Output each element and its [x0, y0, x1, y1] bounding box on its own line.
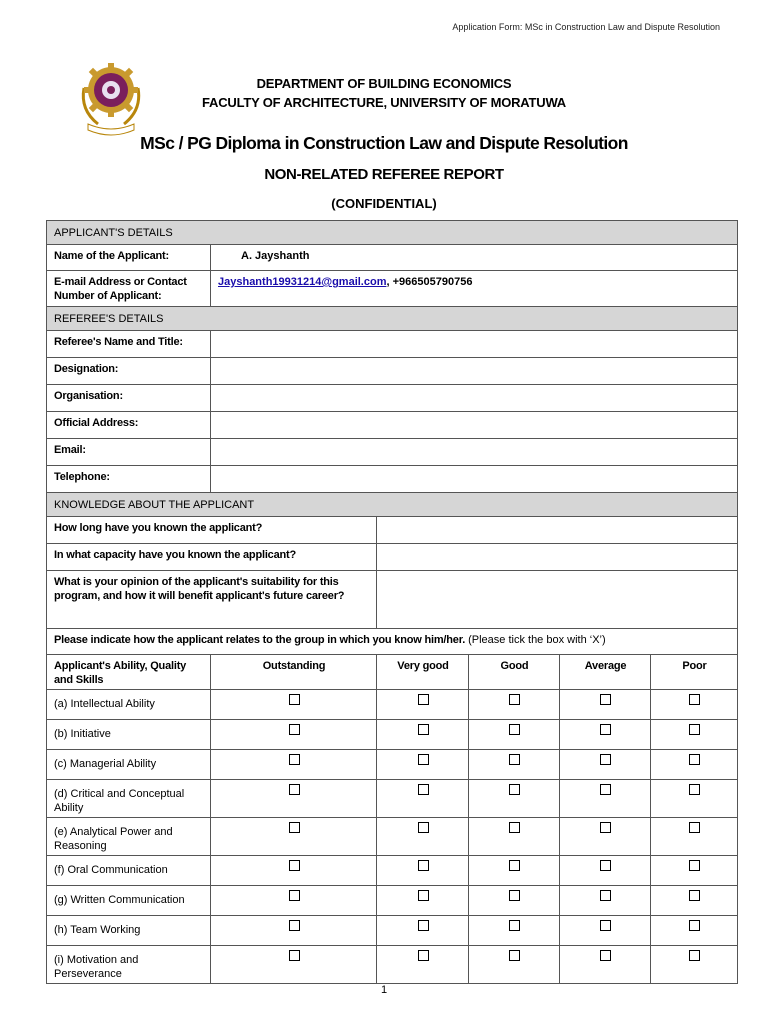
referee-section-header [47, 307, 738, 331]
rating-checkbox[interactable] [289, 784, 300, 795]
rating-cell [377, 946, 469, 984]
section-title: KNOWLEDGE ABOUT THE APPLICANT [47, 493, 738, 517]
rating-checkbox[interactable] [600, 754, 611, 765]
rating-cell [651, 818, 738, 856]
rating-checkbox[interactable] [289, 890, 300, 901]
skill-name: (c) Managerial Ability [47, 750, 211, 780]
page-number: 1 [380, 984, 388, 996]
rating-checkbox[interactable] [289, 860, 300, 871]
rating-cell [560, 720, 651, 750]
col-very-good: Very good [377, 655, 469, 690]
rating-checkbox[interactable] [600, 822, 611, 833]
rating-checkbox[interactable] [509, 724, 520, 735]
rating-checkbox[interactable] [689, 860, 700, 871]
known-duration-row [47, 517, 738, 544]
rating-checkbox[interactable] [600, 890, 611, 901]
email-field[interactable] [211, 439, 738, 466]
rating-cell [560, 780, 651, 818]
rating-checkbox[interactable] [600, 724, 611, 735]
rating-header-label: Applicant's Ability, Quality and Skills [47, 655, 211, 690]
email-row [47, 439, 738, 466]
applicant-name-label: Name of the Applicant: [47, 245, 211, 271]
rating-checkbox[interactable] [689, 694, 700, 705]
rating-checkbox[interactable] [418, 754, 429, 765]
rating-checkbox[interactable] [509, 694, 520, 705]
rating-cell [560, 886, 651, 916]
rating-cell [377, 916, 469, 946]
organisation-field[interactable] [211, 385, 738, 412]
suitability-row [47, 571, 738, 629]
rating-cell [560, 750, 651, 780]
rating-checkbox[interactable] [689, 724, 700, 735]
referee-name-field[interactable] [211, 331, 738, 358]
rating-cell [469, 856, 560, 886]
rating-cell [377, 780, 469, 818]
rating-cell [560, 916, 651, 946]
instruction-cell [47, 629, 738, 655]
rating-checkbox[interactable] [418, 822, 429, 833]
suitability-question: What is your opinion of the applicant's suitability for this program, and how it will benefit applicant's future career? [47, 571, 377, 629]
rating-cell [377, 690, 469, 720]
instruction-row [47, 629, 738, 655]
rating-checkbox[interactable] [689, 784, 700, 795]
rating-cell [211, 780, 377, 818]
referee-name-row [47, 331, 738, 358]
rating-checkbox[interactable] [600, 920, 611, 931]
rating-checkbox[interactable] [289, 724, 300, 735]
rating-checkbox[interactable] [509, 822, 520, 833]
rating-checkbox[interactable] [418, 694, 429, 705]
rating-cell [651, 856, 738, 886]
known-capacity-answer[interactable] [377, 544, 738, 571]
rating-cell [211, 750, 377, 780]
skill-name: (g) Written Communication [47, 886, 211, 916]
section-title: REFEREE'S DETAILS [47, 307, 738, 331]
col-average: Average [560, 655, 651, 690]
organisation-row [47, 385, 738, 412]
skill-name: (b) Initiative [47, 720, 211, 750]
known-duration-question: How long have you known the applicant? [47, 517, 377, 544]
rating-cell [651, 690, 738, 720]
skill-name: (e) Analytical Power and Reasoning [47, 818, 211, 856]
applicant-email-link[interactable]: Jayshanth19931214@gmail.com [218, 276, 387, 288]
rating-cell [211, 916, 377, 946]
instruction-text: Please indicate how the applicant relates to the group in which you know him/her. [54, 634, 466, 646]
known-capacity-question: In what capacity have you known the applicant? [47, 544, 377, 571]
rating-cell [377, 856, 469, 886]
skill-name: (f) Oral Communication [47, 856, 211, 886]
skill-name: (h) Team Working [47, 916, 211, 946]
rating-cell [377, 886, 469, 916]
faculty-heading: FACULTY OF ARCHITECTURE, UNIVERSITY OF MORATUWA [202, 95, 566, 110]
skill-name: (d) Critical and Conceptual Ability [47, 780, 211, 818]
rating-checkbox[interactable] [600, 860, 611, 871]
rating-checkbox[interactable] [418, 784, 429, 795]
rating-checkbox[interactable] [289, 920, 300, 931]
organisation-label: Organisation: [47, 385, 211, 412]
telephone-label: Telephone: [47, 466, 211, 493]
rating-cell [651, 886, 738, 916]
rating-cell [211, 818, 377, 856]
rating-cell [560, 818, 651, 856]
skill-row [47, 720, 738, 750]
skill-row [47, 780, 738, 818]
rating-checkbox[interactable] [689, 950, 700, 961]
skill-row [47, 818, 738, 856]
rating-checkbox[interactable] [509, 860, 520, 871]
report-title: NON-RELATED REFEREE REPORT [264, 166, 504, 183]
rating-cell [469, 916, 560, 946]
col-poor: Poor [651, 655, 738, 690]
rating-cell [469, 780, 560, 818]
rating-checkbox[interactable] [289, 754, 300, 765]
rating-cell [560, 946, 651, 984]
skill-name: (i) Motivation and Perseverance [47, 946, 211, 984]
col-good: Good [469, 655, 560, 690]
rating-cell [560, 690, 651, 720]
applicant-contact-row [47, 271, 738, 307]
rating-checkbox[interactable] [689, 890, 700, 901]
rating-cell [211, 886, 377, 916]
rating-checkbox[interactable] [509, 890, 520, 901]
official-address-row [47, 412, 738, 439]
rating-cell [560, 856, 651, 886]
rating-checkbox[interactable] [509, 920, 520, 931]
skill-row [47, 750, 738, 780]
rating-cell [651, 916, 738, 946]
known-capacity-row [47, 544, 738, 571]
telephone-row [47, 466, 738, 493]
rating-cell [469, 690, 560, 720]
rating-checkbox[interactable] [509, 950, 520, 961]
rating-cell [377, 720, 469, 750]
applicant-section-header [47, 221, 738, 245]
department-heading: DEPARTMENT OF BUILDING ECONOMICS [256, 76, 512, 91]
rating-checkbox[interactable] [509, 784, 520, 795]
rating-cell [651, 720, 738, 750]
applicant-contact-label: E-mail Address or Contact Number of Applicant: [47, 271, 211, 307]
rating-checkbox[interactable] [600, 784, 611, 795]
rating-checkbox[interactable] [418, 950, 429, 961]
rating-checkbox[interactable] [418, 890, 429, 901]
rating-header-row [47, 655, 738, 690]
rating-checkbox[interactable] [689, 822, 700, 833]
skill-rating-rows [47, 690, 738, 984]
designation-field[interactable] [211, 358, 738, 385]
rating-checkbox[interactable] [600, 950, 611, 961]
skill-row [47, 690, 738, 720]
rating-cell [651, 750, 738, 780]
rating-checkbox[interactable] [600, 694, 611, 705]
rating-checkbox[interactable] [689, 920, 700, 931]
rating-checkbox[interactable] [418, 920, 429, 931]
skill-row [47, 886, 738, 916]
rating-cell [211, 690, 377, 720]
rating-cell [651, 780, 738, 818]
confidential-label: (CONFIDENTIAL) [331, 196, 437, 211]
section-title: APPLICANT'S DETAILS [47, 221, 738, 245]
referee-name-label: Referee's Name and Title: [47, 331, 211, 358]
rating-checkbox[interactable] [418, 860, 429, 871]
col-outstanding: Outstanding [211, 655, 377, 690]
applicant-contact-value [211, 271, 738, 307]
rating-checkbox[interactable] [509, 754, 520, 765]
rating-cell [469, 818, 560, 856]
knowledge-section-header [47, 493, 738, 517]
rating-cell [211, 856, 377, 886]
official-address-field[interactable] [211, 412, 738, 439]
designation-row [47, 358, 738, 385]
referee-report-form [46, 220, 738, 984]
running-head: Application Form: MSc in Construction Law and Dispute Resolution [452, 22, 720, 32]
rating-checkbox[interactable] [689, 754, 700, 765]
skill-name: (a) Intellectual Ability [47, 690, 211, 720]
official-address-label: Official Address: [47, 412, 211, 439]
applicant-name-row [47, 245, 738, 271]
rating-cell [211, 720, 377, 750]
applicant-phone: , +966505790756 [386, 276, 473, 288]
rating-checkbox[interactable] [289, 950, 300, 961]
telephone-field[interactable] [211, 466, 738, 493]
instruction-note: (Please tick the box with ‘X’) [465, 634, 606, 646]
rating-cell [469, 750, 560, 780]
designation-label: Designation: [47, 358, 211, 385]
programme-title: MSc / PG Diploma in Construction Law and Dispute Resolution [140, 133, 628, 153]
rating-cell [469, 720, 560, 750]
email-label: Email: [47, 439, 211, 466]
rating-cell [211, 946, 377, 984]
skill-row [47, 946, 738, 984]
rating-cell [377, 750, 469, 780]
known-duration-answer[interactable] [377, 517, 738, 544]
rating-cell [469, 886, 560, 916]
rating-checkbox[interactable] [418, 724, 429, 735]
suitability-answer[interactable] [377, 571, 738, 629]
rating-cell [469, 946, 560, 984]
skill-row [47, 916, 738, 946]
rating-cell [651, 946, 738, 984]
rating-checkbox[interactable] [289, 822, 300, 833]
skill-row [47, 856, 738, 886]
rating-cell [377, 818, 469, 856]
rating-checkbox[interactable] [289, 694, 300, 705]
applicant-name-value: A. Jayshanth [211, 245, 738, 271]
